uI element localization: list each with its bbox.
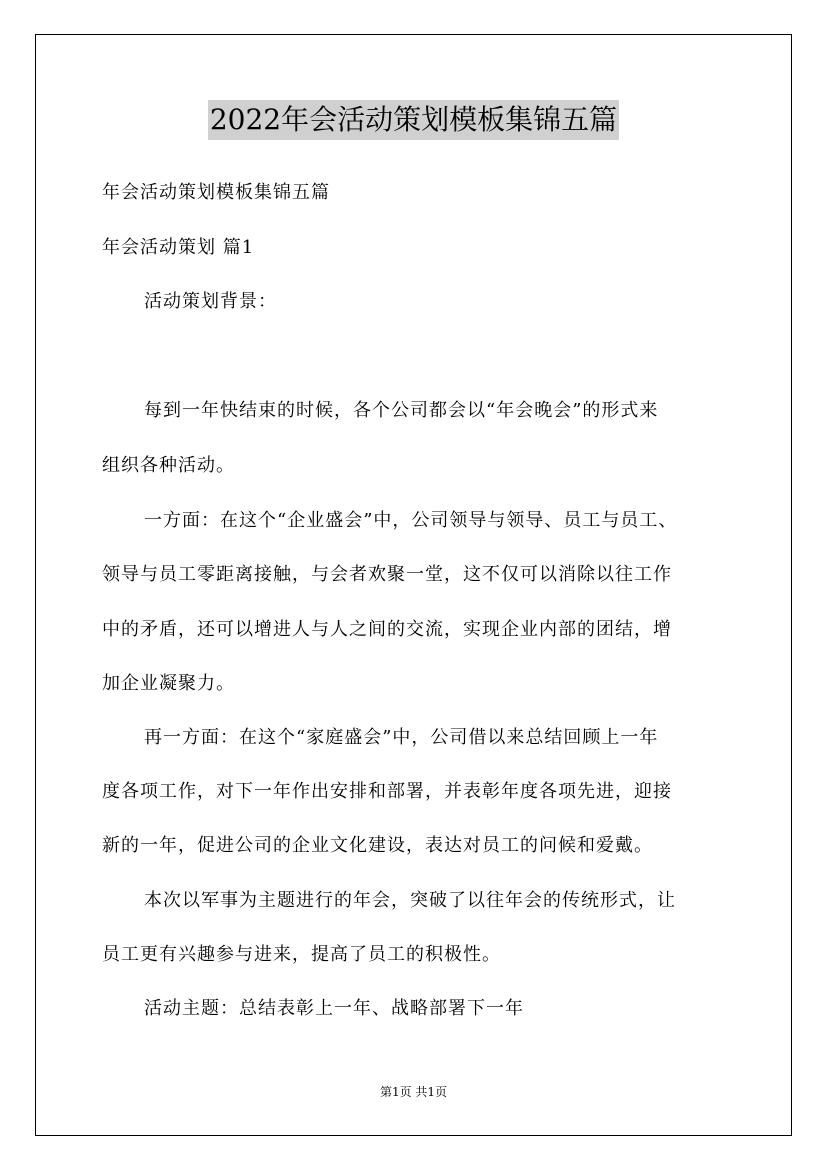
paragraph-line: 再一方面：在这个“家庭盛会”中，公司借以来总结回顾上一年 xyxy=(144,727,659,748)
paragraph-line: 活动主题：总结表彰上一年、战略部署下一年 xyxy=(144,998,524,1019)
document-title: 2022年会活动策划模板集锦五篇 xyxy=(208,100,619,140)
paragraph-line: 一方面：在这个“企业盛会”中，公司领导与领导、员工与员工、 xyxy=(144,510,678,531)
paragraph-line: 新的一年，促进公司的企业文化建设，表达对员工的问候和爱戴。 xyxy=(102,835,653,856)
paragraph-line: 每到一年快结束的时候，各个公司都会以“年会晚会”的形式来 xyxy=(144,400,659,421)
paragraph-line: 中的矛盾，还可以增进人与人之间的交流，实现企业内部的团结，增 xyxy=(102,619,672,640)
paragraph-line: 度各项工作，对下一年作出安排和部署，并表彰年度各项先进，迎接 xyxy=(102,781,672,802)
paragraph-line: 领导与员工零距离接触，与会者欢聚一堂，这不仅可以消除以往工作 xyxy=(102,564,672,585)
page-footer: 第1页 共1页 xyxy=(379,1085,448,1099)
document-subtitle: 年会活动策划模板集锦五篇 xyxy=(102,182,330,203)
section-heading: 年会活动策划 篇1 xyxy=(102,237,255,258)
paragraph-line: 活动策划背景： xyxy=(144,291,277,312)
paragraph-line: 本次以军事为主题进行的年会，突破了以往年会的传统形式，让 xyxy=(144,890,676,911)
paragraph-line: 组织各种活动。 xyxy=(102,455,235,476)
title-container xyxy=(0,100,827,140)
paragraph-line: 员工更有兴趣参与进来，提高了员工的积极性。 xyxy=(102,944,501,965)
paragraph-line: 加企业凝聚力。 xyxy=(102,673,235,694)
